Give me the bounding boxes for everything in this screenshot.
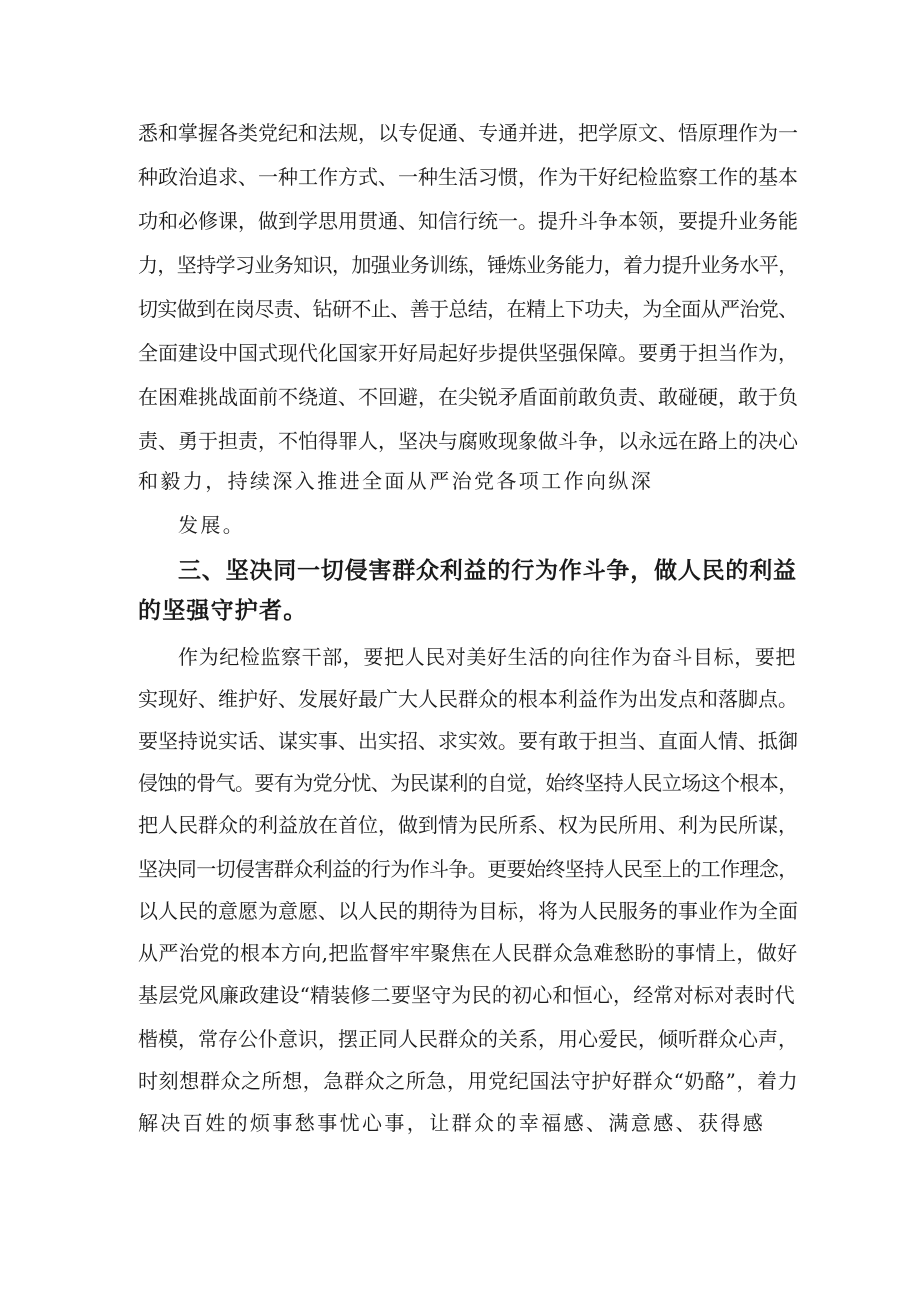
paragraph-line: 功和必修课，做到学思用贯通、知信行统一。提升斗争本领，要提升业务能 xyxy=(138,209,798,233)
paragraph-line: 基层党风廉政建设“精装修二要坚守为民的初心和恒心，经常对标对表时代 xyxy=(138,983,795,1007)
paragraph-line: 和毅力，持续深入推进全面从严治党各项工作向纵深 xyxy=(138,469,654,493)
paragraph-line: 力，坚持学习业务知识，加强业务训练，锤炼业务能力，着力提升业务水平， xyxy=(138,253,798,277)
paragraph-line: 在困难挑战面前不绕道、不回避，在尖锐矛盾面前敢负责、敢碰硬，敢于负 xyxy=(138,385,798,409)
paragraph-line: 坚决同一切侵害群众利益的行为作斗争。更要始终坚持人民至上的工作理念， xyxy=(138,857,798,881)
paragraph-line: 把人民群众的利益放在首位，做到情为民所系、权为民所用、利为民所谋， xyxy=(138,813,798,837)
heading-line: 三、坚决同一切侵害群众利益的行为作斗争，做人民的利益 xyxy=(178,558,797,584)
paragraph-line: 切实做到在岗尽责、钻研不止、善于总结，在精上下功夫，为全面从严治党、 xyxy=(138,297,798,321)
paragraph-line: 实现好、维护好、发展好最广大人民群众的根本利益作为出发点和落脚点。 xyxy=(138,687,798,711)
paragraph-line: 从严治党的根本方向,把监督牢牢聚焦在人民群众急难愁盼的事情上，做好 xyxy=(138,941,798,965)
paragraph-line: 种政治追求、一种工作方式、一种生活习惯，作为干好纪检监察工作的基本 xyxy=(138,165,798,189)
paragraph-line: 侵蚀的骨气。要有为党分忧、为民谋利的自觉，始终坚持人民立场这个根本， xyxy=(138,771,798,795)
paragraph-line: 全面建设中国式现代化国家开好局起好步提供坚强保障。要勇于担当作为， xyxy=(138,341,798,365)
paragraph-line: 以人民的意愿为意愿、以人民的期待为目标，将为人民服务的事业作为全面 xyxy=(138,899,798,923)
paragraph-line: 作为纪检监察干部，要把人民对美好生活的向往作为奋斗目标，要把 xyxy=(178,645,796,669)
heading-line: 的坚强守护者。 xyxy=(138,598,308,624)
paragraph-line: 要坚持说实话、谋实事、出实招、求实效。要有敢于担当、直面人情、抵御 xyxy=(138,729,798,753)
paragraph-line: 悉和掌握各类党纪和法规，以专促通、专通并进，把学原文、悟原理作为一 xyxy=(138,121,798,145)
paragraph-line: 责、勇于担责，不怕得罪人，坚决与腐败现象做斗争，以永远在路上的决心 xyxy=(138,429,798,453)
paragraph-tail: 发展。 xyxy=(178,513,246,537)
paragraph-line: 时刻想群众之所想，急群众之所急，用党纪国法守护好群众“奶酪”，着力 xyxy=(138,1069,799,1093)
paragraph-line: 楷模，常存公仆意识，摆正同人民群众的关系，用心爱民，倾听群众心声， xyxy=(138,1027,798,1051)
paragraph-line: 解决百姓的烦事愁事忧心事，让群众的幸福感、满意感、获得感 xyxy=(138,1111,766,1135)
